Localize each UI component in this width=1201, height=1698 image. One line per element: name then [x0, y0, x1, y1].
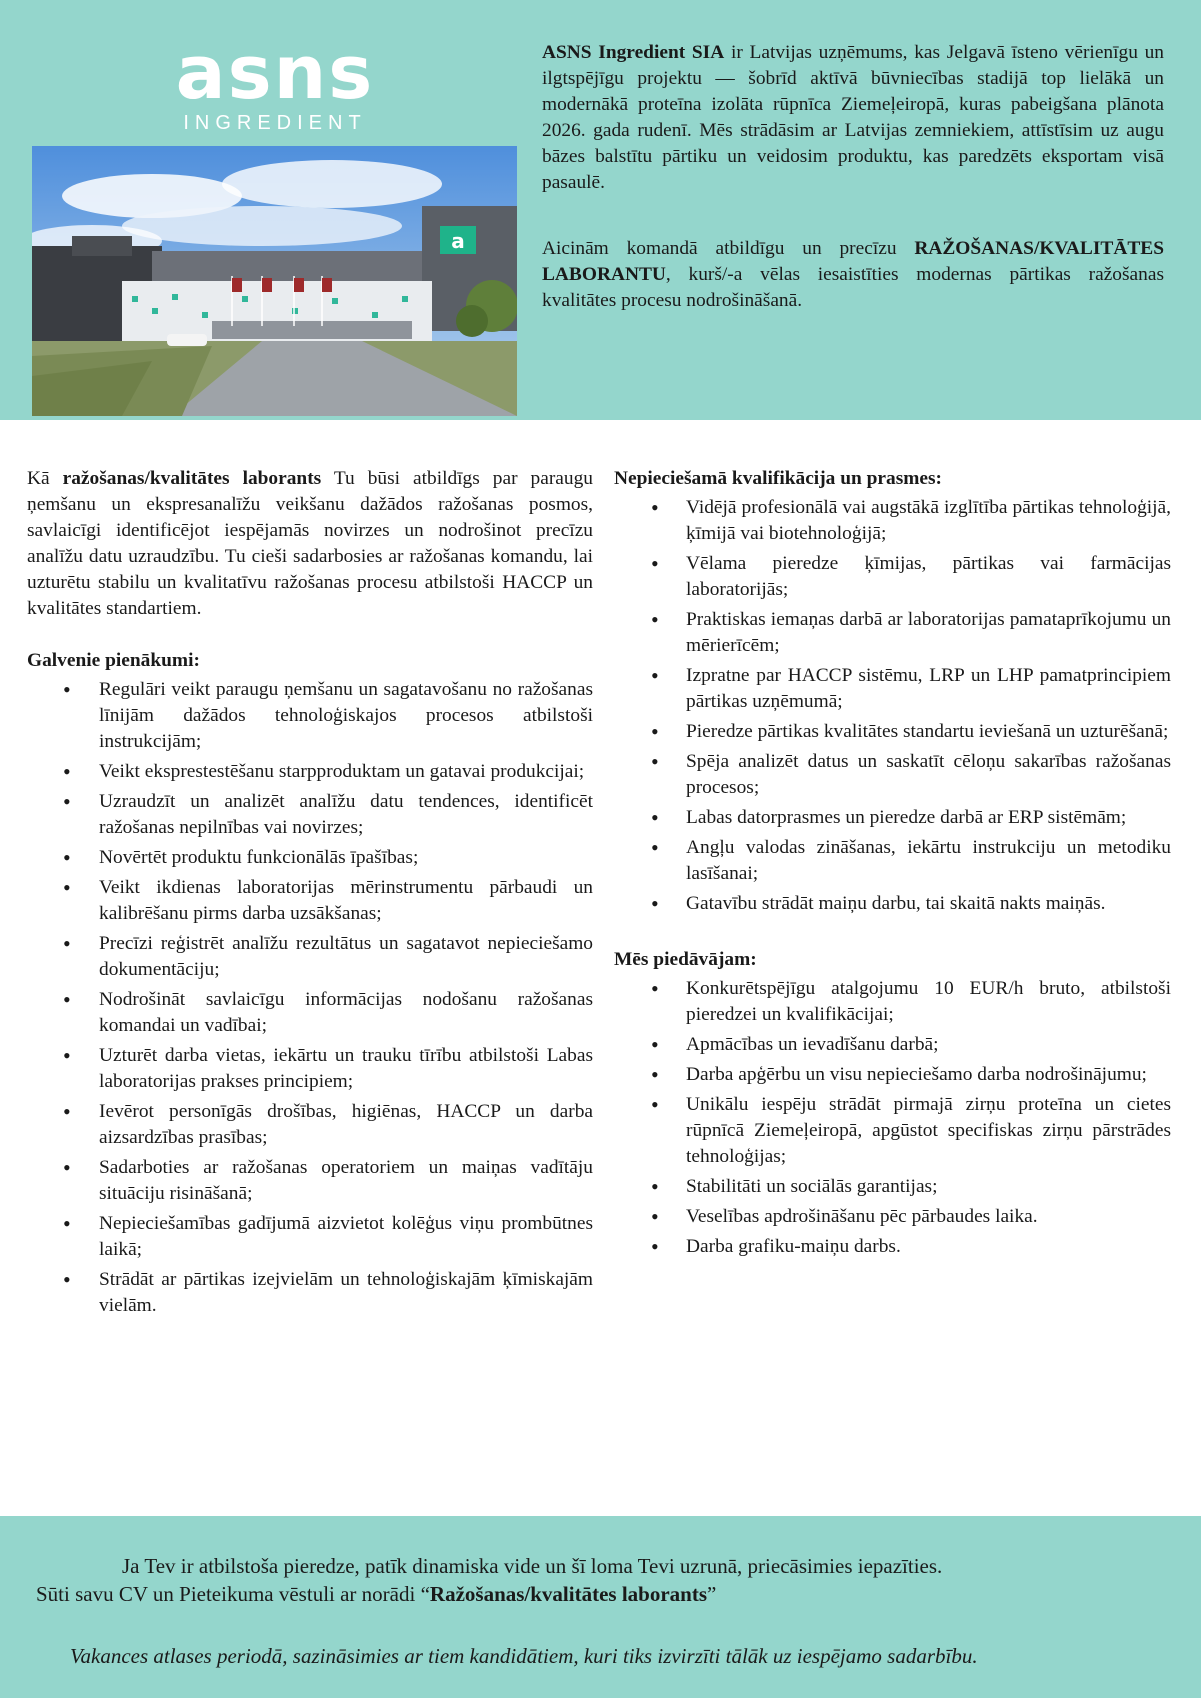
- company-description: [542, 40, 1164, 196]
- role-summary-text: Tu būsi atbildīgs par paraugu ņemšanu un ekspresanalīžu veikšanu dažādos ražošanas posmos, savlaicīgi identificējot iespējamās novirzes un nodrošinot precīzu analīžu datu uzraudzību. Tu cieši sadarbosies ar ražošanas komandu, lai uzturētu stabilu un kvalitatīvu ražošanas procesu atbilstoši HACCP un kvalitātes standartiem.: [27, 468, 593, 619]
- duty-item: • Uzraudzīt un analizēt analīžu datu tendences, identificēt ražošanas nepilnības vai novirzes;: [27, 789, 593, 841]
- duty-item: • Precīzi reģistrēt analīžu rezultātus un sagatavot nepieciešamo dokumentāciju;: [27, 931, 593, 983]
- requirement-item: • Izpratne par HACCP sistēmu, LRP un LHP pamatprincipiem pārtikas uzņēmumā;: [614, 663, 1171, 715]
- duties-list: [27, 677, 593, 1319]
- svg-text:a: a: [451, 229, 465, 253]
- invitation-tail: , kurš/-a vēlas iesaistīties modernas pārtikas ražošanas kvalitātes procesu nodrošināšanā.: [542, 264, 1164, 311]
- company-name: ASNS Ingredient SIA: [542, 42, 725, 63]
- footer-invitation: Ja Tev ir atbilstoša pieredze, patīk dinamiska vide un šī loma Tevi uzrunā, priecāsimies iepazīties.: [122, 1554, 943, 1578]
- header-band: [0, 0, 1201, 420]
- requirement-item: • Gatavību strādāt maiņu darbu, tai skaitā nakts maiņās.: [614, 891, 1171, 917]
- requirement-item: • Vēlama pieredze ķīmijas, pārtikas vai farmācijas laboratorijās;: [614, 551, 1171, 603]
- footer-application-reference: Ražošanas/kvalitātes laborants: [429, 1582, 708, 1606]
- company-logo: [150, 30, 400, 138]
- right-column: [614, 466, 1171, 1264]
- offer-item: • Darba apģērbu un visu nepieciešamo darba nodrošinājumu;: [614, 1062, 1171, 1088]
- invitation-text: [542, 236, 1164, 314]
- offer-item: • Veselības apdrošināšanu pēc pārbaudes laika.: [614, 1204, 1171, 1230]
- requirement-item: • Spēja analizēt datus un saskatīt cēloņu sakarības ražošanas procesos;: [614, 749, 1171, 801]
- offer-item: • Darba grafiku-maiņu darbs.: [614, 1234, 1171, 1260]
- offer-item: • Apmācības un ievadīšanu darbā;: [614, 1032, 1171, 1058]
- invitation-lead: Aicinām komandā atbildīgu un precīzu: [542, 238, 915, 259]
- requirement-item: • Labas datorprasmes un pieredze darbā ar ERP sistēmām;: [614, 805, 1171, 831]
- duty-item: • Nodrošināt savlaicīgu informācijas nodošanu ražošanas komandai un vadībai;: [27, 987, 593, 1039]
- requirement-item: • Vidējā profesionālā vai augstākā izglītība pārtikas tehnoloģijā, ķīmijā vai biotehnoloģijā;: [614, 495, 1171, 547]
- company-description-text: ir Latvijas uzņēmums, kas Jelgavā īsteno vērienīgu un ilgtspējīgu projektu — šobrīd aktīvā būvniecības stadijā top lielākā un modernākā proteīna izolāta rūpnīca Ziemeļeiropā, kuras pabeigšana plānota 2026. gada rudenī. Mēs strādāsim ar Latvijas zemniekiem, attīstīsim uz augu bāzes balstītu pārtiku un veidosim produktu, kas paredzēts eksportam visā pasaulē.: [542, 42, 1164, 193]
- duty-item: • Sadarboties ar ražošanas operatoriem un maiņas vadītāju situāciju risināšanā;: [27, 1155, 593, 1207]
- role-summary-title: ražošanas/kvalitātes laborants: [62, 468, 322, 489]
- logo-subtitle: INGREDIENT: [183, 112, 367, 134]
- requirement-item: • Pieredze pārtikas kvalitātes standartu ieviešanā un uzturēšanā;: [614, 719, 1171, 745]
- company-intro: [542, 40, 1164, 314]
- duty-item: • Uzturēt darba vietas, iekārtu un trauku tīrību atbilstoši Labas laboratorijas prakses principiem;: [27, 1043, 593, 1095]
- invitation-role: RAŽOŠANAS/KVALITĀTES LABORANTU: [542, 238, 1164, 285]
- duties-heading: Galvenie pienākumi:: [27, 650, 200, 671]
- offer-list: [614, 976, 1171, 1260]
- requirement-item: • Praktiskas iemaņas darbā ar laboratorijas pamataprīkojumu un mērierīcēm;: [614, 607, 1171, 659]
- footer-selection-note: Vakances atlases periodā, sazināsimies ar tiem kandidātiem, kuri tiks izvirzīti tālāk uz iespējamo sadarbību.: [70, 1644, 978, 1668]
- footer-band: [0, 1516, 1201, 1698]
- offer-heading: Mēs piedāvājam:: [614, 949, 757, 970]
- duty-item: • Nepieciešamības gadījumā aizvietot kolēģus viņu prombūtnes laikā;: [27, 1211, 593, 1263]
- factory-rendering-image: [32, 146, 517, 416]
- footer-application-tail: ”: [707, 1582, 717, 1606]
- requirement-item: • Angļu valodas zināšanas, iekārtu instrukciju un metodiku lasīšanai;: [614, 835, 1171, 887]
- duty-item: • Veikt eksprestestēšanu starpproduktam un gatavai produkcijai;: [27, 759, 593, 785]
- footer-application-instructions: [36, 1580, 716, 1608]
- duty-item: • Regulāri veikt paraugu ņemšanu un sagatavošanu no ražošanas līnijām dažādos tehnoloģiskajos procesos atbilstoši instrukcijām;: [27, 677, 593, 755]
- logo-wordmark: asns: [175, 30, 375, 116]
- duty-item: • Novērtēt produktu funkcionālās īpašības;: [27, 845, 593, 871]
- offer-item: • Unikālu iespēju strādāt pirmajā zirņu proteīna un cietes rūpnīcā Ziemeļeiropā, apgūstot specifiskas zirņu pārstrādes tehnoloģijas;: [614, 1092, 1171, 1170]
- role-summary: [27, 466, 593, 622]
- role-summary-lead: Kā: [27, 468, 63, 489]
- duty-item: • Strādāt ar pārtikas izejvielām un tehnoloģiskajām ķīmiskajām vielām.: [27, 1267, 593, 1319]
- offer-item: • Konkurētspējīgu atalgojumu 10 EUR/h bruto, atbilstoši pieredzei un kvalifikācijai;: [614, 976, 1171, 1028]
- footer-application-lead: Sūti savu CV un Pieteikuma vēstuli ar norādi “: [36, 1582, 430, 1606]
- offer-item: • Stabilitāti un sociālās garantijas;: [614, 1174, 1171, 1200]
- duty-item: • Veikt ikdienas laboratorijas mērinstrumentu pārbaudi un kalibrēšanu pirms darba uzsākšanas;: [27, 875, 593, 927]
- requirements-list: [614, 495, 1171, 917]
- duty-item: • Ievērot personīgās drošības, higiēnas, HACCP un darba aizsardzības prasības;: [27, 1099, 593, 1151]
- requirements-heading: Nepieciešamā kvalifikācija un prasmes:: [614, 468, 943, 489]
- left-column: [27, 466, 593, 1323]
